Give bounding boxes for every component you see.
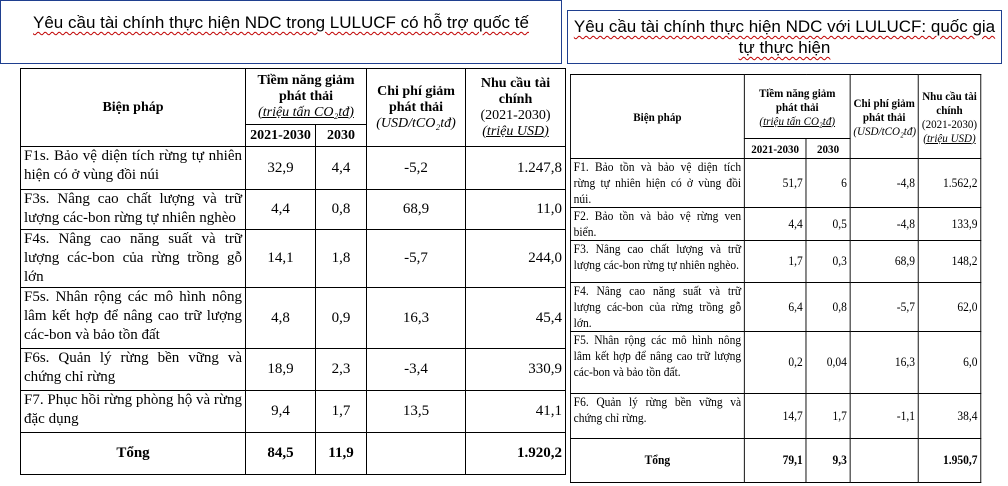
- cost-cell: -1,1: [850, 394, 918, 439]
- cost-cell: 68,9: [850, 241, 918, 283]
- potential-2030-cell: 0,5: [806, 208, 850, 241]
- finance-cell: 62,0: [918, 283, 981, 332]
- total-potential-2021-2030: 84,5: [246, 433, 316, 475]
- measure-cell: F3s. Nâng cao chất lượng và trữ lượng các-bon rừng tự nhiên nghèo: [21, 190, 246, 230]
- finance-cell: 41,1: [466, 391, 566, 433]
- left-table-title: Yêu cầu tài chính thực hiện NDC trong LULUCF có hỗ trợ quốc tế: [0, 0, 562, 64]
- potential-2021-2030-cell: 1,7: [744, 241, 806, 283]
- potential-2030-cell: 0,04: [806, 332, 850, 394]
- potential-2030-cell: 0,8: [316, 190, 367, 230]
- measure-cell: F7. Phục hồi rừng phòng hộ và rừng đặc dụng: [21, 391, 246, 433]
- table-row: [21, 147, 566, 190]
- potential-2021-2030-cell: 18,9: [246, 349, 316, 391]
- potential-2021-2030-cell: 4,4: [246, 190, 316, 230]
- finance-cell: 330,9: [466, 349, 566, 391]
- potential-2021-2030-cell: 32,9: [246, 147, 316, 190]
- header-potential: Tiềm năng giảm phát thải (triệu tấn CO₂tđ): [744, 75, 850, 139]
- measure-cell: F1s. Bảo vệ diện tích rừng tự nhiên hiện có ở vùng đồi núi: [21, 147, 246, 190]
- measure-cell: F5. Nhân rộng các mô hình nông lâm kết hợp để nâng cao trữ lượng các-bon và bảo tồn đất.: [570, 332, 744, 394]
- potential-2021-2030-cell: 51,7: [744, 159, 806, 208]
- total-row: [21, 433, 566, 475]
- table-row: [21, 391, 566, 433]
- total-row: [570, 439, 980, 483]
- table-row: [570, 241, 980, 283]
- measure-cell: F6. Quản lý rừng bền vững và chứng chỉ rừng.: [570, 394, 744, 439]
- measure-cell: F4s. Nâng cao năng suất và trữ lượng các-bon của rừng trồng gỗ lớn: [21, 230, 246, 288]
- cost-cell: -4,8: [850, 159, 918, 208]
- potential-2030-cell: 0,8: [806, 283, 850, 332]
- header-measure: Biện pháp: [570, 75, 744, 159]
- cost-cell: -3,4: [367, 349, 466, 391]
- finance-cell: 1.247,8: [466, 147, 566, 190]
- potential-2030-cell: 1,7: [806, 394, 850, 439]
- table-row: [570, 283, 980, 332]
- header-finance: Nhu cầu tài chính (2021-2030) (triệu USD): [466, 69, 566, 147]
- total-cost: [367, 433, 466, 475]
- potential-2021-2030-cell: 0,2: [744, 332, 806, 394]
- right-table-title: Yêu cầu tài chính thực hiện NDC với LULUCF: quốc gia tự thực hiện: [567, 10, 1002, 64]
- header-finance-years: (2021-2030): [480, 107, 551, 123]
- total-cost: [850, 439, 918, 483]
- header-cost: Chi phí giảm phát thải (USD/tCO₂tđ): [850, 75, 918, 159]
- cost-cell: 16,3: [850, 332, 918, 394]
- header-finance-unit: (triệu USD): [482, 123, 549, 139]
- table-row: [21, 190, 566, 230]
- potential-2021-2030-cell: 14,7: [744, 394, 806, 439]
- cost-cell: 68,9: [367, 190, 466, 230]
- header-year-2021-2030: 2021-2030: [744, 139, 806, 159]
- cost-cell: -4,8: [850, 208, 918, 241]
- potential-2030-cell: 0,9: [316, 288, 367, 349]
- header-potential-unit: (triệu tấn CO₂tđ): [258, 104, 354, 120]
- potential-2030-cell: 0,3: [806, 241, 850, 283]
- cost-cell: 16,3: [367, 288, 466, 349]
- potential-2030-cell: 4,4: [316, 147, 367, 190]
- header-finance-years: (2021-2030): [921, 116, 978, 131]
- table-row: [570, 159, 980, 208]
- finance-cell: 11,0: [466, 190, 566, 230]
- potential-2021-2030-cell: 6,4: [744, 283, 806, 332]
- finance-cell: 133,9: [918, 208, 981, 241]
- measure-cell: F6s. Quản lý rừng bền vững và chứng chỉ rừng: [21, 349, 246, 391]
- measure-cell: F2. Bảo tồn và bảo vệ rừng ven biển.: [570, 208, 744, 241]
- header-finance: Nhu cầu tài chính (2021-2030) (triệu USD): [918, 75, 981, 159]
- header-cost: Chi phí giảm phát thải (USD/tCO₂tđ): [367, 69, 466, 147]
- left-finance-table: [20, 68, 566, 475]
- cost-cell: -5,7: [367, 230, 466, 288]
- header-measure: Biện pháp: [21, 69, 246, 147]
- finance-cell: 6,0: [918, 332, 981, 394]
- cost-cell: -5,7: [850, 283, 918, 332]
- header-finance-unit: (triệu USD): [923, 130, 976, 145]
- total-potential-2021-2030: 79,1: [744, 439, 806, 483]
- finance-cell: 244,0: [466, 230, 566, 288]
- table-row: [570, 394, 980, 439]
- measure-cell: F5s. Nhân rộng các mô hình nông lâm kết hợp để nâng cao trữ lượng các-bon và bảo tồn đất: [21, 288, 246, 349]
- potential-2030-cell: 2,3: [316, 349, 367, 391]
- measure-cell: F4. Nâng cao năng suất và trữ lượng các-bon của rừng trồng gỗ lớn.: [570, 283, 744, 332]
- table-row: [570, 208, 980, 241]
- table-row: [21, 288, 566, 349]
- potential-2030-cell: 1,8: [316, 230, 367, 288]
- header-year-2021-2030: 2021-2030: [246, 125, 316, 147]
- finance-cell: 38,4: [918, 394, 981, 439]
- header-cost-unit: (USD/tCO₂tđ): [853, 123, 917, 138]
- finance-cell: 148,2: [918, 241, 981, 283]
- cost-cell: 13,5: [367, 391, 466, 433]
- header-potential-unit: (triệu tấn CO₂tđ): [759, 113, 836, 128]
- table-row: [21, 349, 566, 391]
- total-label: Tổng: [21, 433, 246, 475]
- finance-cell: 1.562,2: [918, 159, 981, 208]
- table-row: [570, 332, 980, 394]
- potential-2021-2030-cell: 14,1: [246, 230, 316, 288]
- potential-2021-2030-cell: 9,4: [246, 391, 316, 433]
- right-finance-table: [570, 74, 981, 483]
- total-potential-2030: 9,3: [806, 439, 850, 483]
- header-potential: Tiềm năng giảm phát thải (triệu tấn CO₂tđ): [246, 69, 367, 125]
- cost-cell: -5,2: [367, 147, 466, 190]
- header-year-2030: 2030: [806, 139, 850, 159]
- potential-2021-2030-cell: 4,8: [246, 288, 316, 349]
- potential-2021-2030-cell: 4,4: [744, 208, 806, 241]
- measure-cell: F1. Bảo tồn và bảo vệ diện tích rừng tự nhiên hiện có ở vùng đồi núi.: [570, 159, 744, 208]
- total-finance: 1.950,7: [918, 439, 981, 483]
- finance-cell: 45,4: [466, 288, 566, 349]
- header-year-2030: 2030: [316, 125, 367, 147]
- measure-cell: F3. Nâng cao chất lượng và trữ lượng các-bon rừng tự nhiên nghèo.: [570, 241, 744, 283]
- total-potential-2030: 11,9: [316, 433, 367, 475]
- potential-2030-cell: 6: [806, 159, 850, 208]
- potential-2030-cell: 1,7: [316, 391, 367, 433]
- total-finance: 1.920,2: [466, 433, 566, 475]
- header-cost-unit: (USD/tCO₂tđ): [376, 115, 456, 131]
- total-label: Tổng: [570, 439, 744, 483]
- table-row: [21, 230, 566, 288]
